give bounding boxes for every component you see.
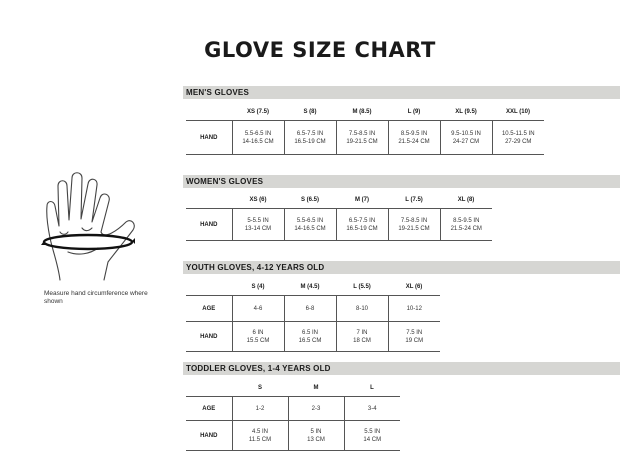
table-cell: 5.5-6.5 IN 14-16.5 CM — [232, 121, 284, 155]
size-header: S — [257, 385, 262, 391]
table-cell: 8.5-9.5 IN 21.5-24 CM — [440, 209, 492, 241]
table-cell: 5.5 IN 14 CM — [344, 421, 400, 451]
table-cell: 6-8 — [284, 296, 336, 322]
page-title: GLOVE SIZE CHART — [204, 38, 436, 62]
table-cell: 7.5-8.5 IN 19-21.5 CM — [388, 209, 440, 241]
table-cell: 4.5 IN 11.5 CM — [232, 421, 288, 451]
size-header: L (9) — [407, 109, 421, 115]
table-cell: 8.5-9.5 IN 21.5-24 CM — [388, 121, 440, 155]
table-cell: 8-10 — [336, 296, 388, 322]
size-header: XL (9.5) — [455, 109, 477, 115]
table-cell: 6.5-7.5 IN 16.5-19 CM — [284, 121, 336, 155]
row-label: AGE — [186, 397, 232, 421]
size-header: XXL (10) — [506, 109, 530, 115]
size-header: XS (7.5) — [246, 109, 269, 115]
size-header: M (4.5) — [300, 284, 320, 290]
measure-caption: Measure hand circumference where shown — [44, 290, 148, 305]
womens-table — [186, 192, 492, 241]
mens-heading: MEN'S GLOVES — [183, 86, 620, 99]
table-cell: 5-5.5 IN 13-14 CM — [232, 209, 284, 241]
size-header: L — [370, 385, 374, 391]
size-header: M — [313, 385, 319, 391]
youth-section — [183, 261, 620, 352]
table-cell: 3-4 — [344, 397, 400, 421]
table-cell: 7 IN 18 CM — [336, 322, 388, 352]
toddler-heading: TODDLER GLOVES, 1-4 YEARS OLD — [183, 362, 620, 375]
table-cell: 6 IN 15.5 CM — [232, 322, 284, 352]
youth-heading: YOUTH GLOVES, 4-12 YEARS OLD — [183, 261, 620, 274]
size-header: L (5.5) — [353, 284, 371, 290]
row-label: HAND — [186, 121, 232, 155]
table-cell: 9.5-10.5 IN 24-27 CM — [440, 121, 492, 155]
hand-measure-icon — [38, 172, 138, 284]
table-cell: 5 IN 13 CM — [288, 421, 344, 451]
size-header: M (8.5) — [352, 109, 372, 115]
row-label: HAND — [186, 421, 232, 451]
size-header: S (6.5) — [300, 197, 319, 203]
size-header: M (7) — [355, 197, 369, 203]
size-header: L (7.5) — [405, 197, 423, 203]
mens-section — [183, 86, 620, 155]
size-header: XS (6) — [249, 197, 267, 203]
size-header: S (8) — [303, 109, 317, 115]
size-header: XL (8) — [457, 197, 475, 203]
table-cell: 6.5 IN 16.5 CM — [284, 322, 336, 352]
size-header: S (4) — [251, 284, 265, 290]
womens-section — [183, 175, 620, 241]
womens-heading: WOMEN'S GLOVES — [183, 175, 620, 188]
table-cell: 1-2 — [232, 397, 288, 421]
table-cell: 7.5-8.5 IN 19-21.5 CM — [336, 121, 388, 155]
table-cell: 10.5-11.5 IN 27-29 CM — [492, 121, 544, 155]
table-cell: 2-3 — [288, 397, 344, 421]
table-cell: 4-6 — [232, 296, 284, 322]
table-cell: 5.5-6.5 IN 14-16.5 CM — [284, 209, 336, 241]
toddler-table — [186, 380, 400, 451]
row-label: AGE — [186, 296, 232, 322]
table-cell: 7.5 IN 19 CM — [388, 322, 440, 352]
row-label: HAND — [186, 209, 232, 241]
table-cell: 10-12 — [388, 296, 440, 322]
row-label: HAND — [186, 322, 232, 352]
mens-table — [186, 104, 544, 155]
table-cell: 6.5-7.5 IN 16.5-19 CM — [336, 209, 388, 241]
toddler-section — [183, 362, 620, 451]
youth-table — [186, 279, 440, 352]
size-header: XL (6) — [405, 284, 423, 290]
